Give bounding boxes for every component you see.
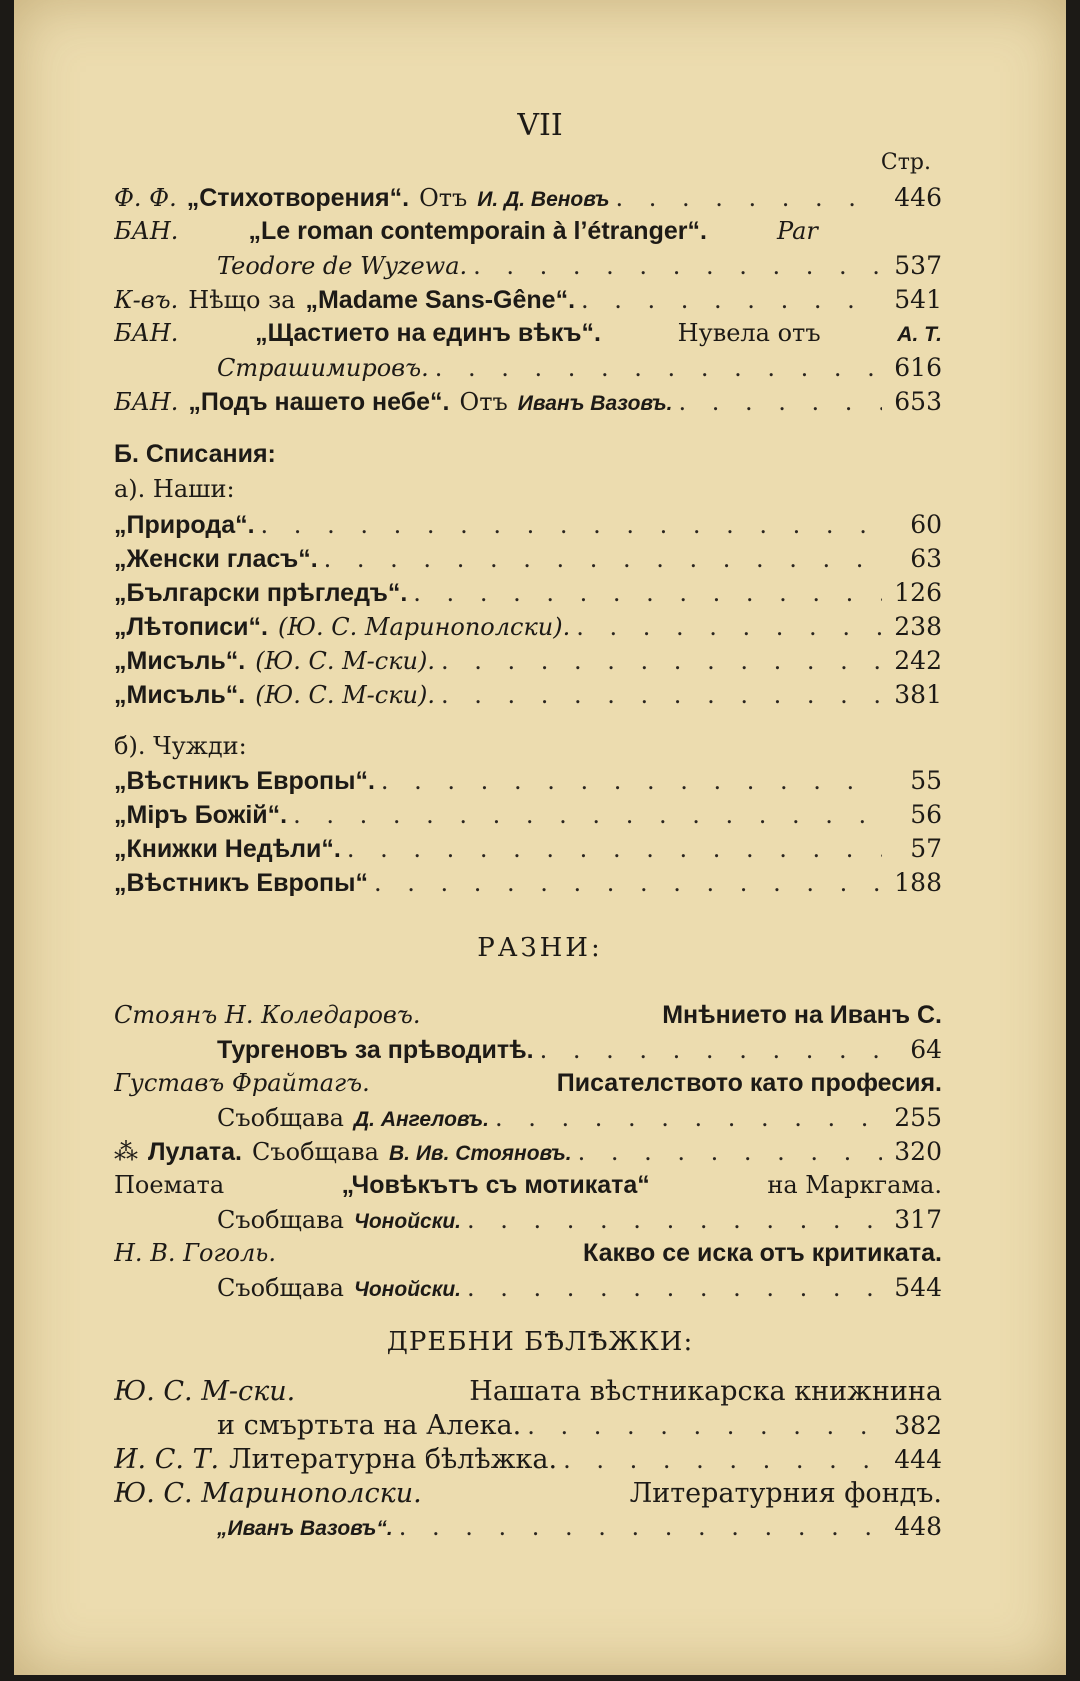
- journal-title: „Женски гласъ“.: [114, 545, 318, 573]
- entry-text: Съобщава: [217, 1104, 344, 1132]
- misc-entry[interactable]: [114, 1001, 942, 1035]
- page-ref: 55: [910, 766, 942, 795]
- toc-entry[interactable]: [114, 217, 942, 251]
- entry-author: Ю. С. М-ски.: [114, 1376, 296, 1407]
- page-ref: 381: [894, 680, 942, 709]
- entry-text: Поемата: [114, 1171, 225, 1199]
- page-ref: 544: [894, 1273, 942, 1302]
- misc-entry[interactable]: [114, 1069, 942, 1103]
- entry-author: БАН.: [114, 217, 179, 245]
- journal-title: „Мисъль“.: [114, 681, 246, 709]
- journal-title: „Книжки Недѣли“.: [114, 835, 341, 863]
- page-ref: 317: [894, 1205, 942, 1234]
- page-ref: 60: [910, 510, 942, 539]
- journals-heading: Б. Списания:: [114, 440, 276, 468]
- page-number: VII: [517, 108, 563, 143]
- entry-title: Тургеновъ за прѣводитѣ.: [217, 1036, 534, 1064]
- entry-text: Съобщава: [217, 1206, 344, 1234]
- entry-author: БАН.: [114, 319, 179, 347]
- leader-dots: [435, 354, 882, 382]
- entry-author-name: Иванъ Вазовъ.: [517, 392, 673, 415]
- page-ref: 64: [910, 1035, 942, 1064]
- toc-entry[interactable]: [114, 319, 942, 353]
- entry-author-name: Чонойски.: [353, 1210, 462, 1233]
- entry-title: Литературния фондъ.: [629, 1478, 942, 1509]
- entry-text: Съобщава: [252, 1138, 379, 1166]
- entry-text: Отъ: [419, 184, 468, 212]
- journal-entry[interactable]: [114, 612, 942, 646]
- page-ref: 446: [894, 183, 942, 212]
- entry-text: Страшимировъ.: [217, 354, 429, 382]
- entry-title: „Стихотворения“.: [186, 184, 410, 212]
- leader-dots: [495, 1104, 882, 1132]
- toc-entry-continuation[interactable]: [217, 251, 942, 285]
- entry-author-name: И. Д. Веновъ: [477, 188, 610, 211]
- page-ref: 242: [894, 646, 942, 675]
- journal-note: (Ю. С. М-ски).: [255, 681, 435, 709]
- journal-entry[interactable]: [114, 510, 942, 544]
- asterism-mark: ⁂: [114, 1138, 138, 1166]
- entry-title: Писателството като професия.: [556, 1069, 942, 1097]
- journal-entry[interactable]: [114, 868, 942, 902]
- page-ref: 382: [894, 1411, 942, 1440]
- entry-author: Стоянъ Н. Коледаровъ.: [114, 1001, 421, 1029]
- journal-entry[interactable]: [114, 544, 942, 578]
- entry-author: Н. В. Гоголь.: [114, 1239, 276, 1267]
- page-ref: 238: [894, 612, 942, 641]
- toc-entry[interactable]: [114, 183, 942, 217]
- entry-text: на Маркгама.: [767, 1171, 942, 1199]
- leader-dots: [441, 647, 882, 675]
- leader-dots: [578, 1138, 882, 1166]
- entry-author: Ф. Ф.: [114, 184, 177, 212]
- journal-entry[interactable]: [114, 680, 942, 714]
- entry-author: Ю. С. Маринополски.: [114, 1478, 422, 1509]
- notes-entry-continuation[interactable]: [217, 1512, 942, 1546]
- page-ref: 63: [910, 544, 942, 573]
- entry-author-name: В. Ив. Стояновъ.: [388, 1142, 572, 1165]
- leader-dots: [563, 1446, 882, 1474]
- misc-entry[interactable]: [114, 1239, 942, 1273]
- entry-title: Какво се иска отъ критиката.: [583, 1239, 942, 1267]
- journal-note: (Ю. С. Маринополски).: [277, 613, 571, 641]
- journal-title: „Лѣтописи“.: [114, 613, 268, 641]
- entry-author: К-въ.: [114, 286, 179, 314]
- ours-heading: а). Наши:: [114, 475, 235, 503]
- journal-entry[interactable]: [114, 766, 942, 800]
- entry-title: „Madame Sans-Gêne“.: [305, 286, 576, 314]
- leader-dots: [467, 1206, 882, 1234]
- notes-entry-continuation[interactable]: [217, 1410, 942, 1444]
- journal-title: „Вѣстникъ Европы“.: [114, 767, 375, 795]
- foreign-heading: б). Чужди:: [114, 732, 247, 760]
- page-ref: 126: [894, 578, 942, 607]
- journal-note: (Ю. С. М-ски).: [255, 647, 435, 675]
- entry-text: Par: [777, 217, 818, 245]
- entry-title: „Le roman contemporain à l’étranger“.: [248, 217, 707, 245]
- leader-dots: [576, 613, 882, 641]
- page-ref: 448: [894, 1512, 942, 1541]
- page-ref: 57: [910, 834, 942, 863]
- notes-entry[interactable]: [114, 1376, 942, 1410]
- leader-dots: [347, 835, 882, 863]
- leader-dots: [615, 184, 882, 212]
- journal-title: „Български прѣгледъ“.: [114, 579, 408, 607]
- page-ref: 653: [894, 387, 942, 416]
- entry-text: Нувела отъ: [677, 319, 821, 347]
- misc-entry[interactable]: [114, 1171, 942, 1205]
- entry-title: „Подъ нашето небе“.: [188, 388, 450, 416]
- journal-title: „Природа“.: [114, 511, 255, 539]
- journal-title: „Вѣстникъ Европы“: [114, 869, 368, 897]
- leader-dots: [381, 767, 882, 795]
- page-ref: 537: [894, 251, 942, 280]
- entry-author-name: Чонойски.: [353, 1278, 462, 1301]
- entry-text: Нѣщо за: [188, 286, 296, 314]
- leader-dots: [324, 545, 882, 573]
- journal-title: „Міръ Божій“.: [114, 801, 288, 829]
- leader-dots: [441, 681, 882, 709]
- page-ref: 320: [894, 1137, 942, 1166]
- leader-dots: [413, 579, 882, 607]
- entry-title: „Щастието на единъ вѣкъ“.: [255, 319, 601, 347]
- misc-heading: РАЗНИ:: [477, 933, 603, 963]
- leader-dots: [374, 869, 882, 897]
- page-ref: 56: [910, 800, 942, 829]
- leader-dots: [527, 1412, 882, 1440]
- toc-entry[interactable]: [114, 285, 942, 319]
- page-ref: 255: [894, 1103, 942, 1132]
- leader-dots: [473, 252, 882, 280]
- entry-author: И. С. Т.: [114, 1444, 220, 1475]
- misc-entry-continuation[interactable]: [217, 1035, 942, 1069]
- leader-dots: [293, 801, 882, 829]
- journal-entry[interactable]: [114, 834, 942, 868]
- notes-entry[interactable]: [114, 1444, 942, 1478]
- entry-author: Густавъ Фрайтагъ.: [114, 1069, 370, 1097]
- leader-dots: [540, 1036, 882, 1064]
- misc-entry[interactable]: [114, 1137, 942, 1171]
- page-ref: 616: [894, 353, 942, 382]
- misc-entry-continuation[interactable]: [217, 1205, 942, 1239]
- entry-title: Литературна бѣлѣжка.: [229, 1444, 558, 1475]
- journal-title: „Мисъль“.: [114, 647, 246, 675]
- leader-dots: [399, 1513, 882, 1541]
- entry-text: Отъ: [459, 388, 508, 416]
- entry-title: „Иванъ Вазовъ“.: [217, 1517, 393, 1540]
- leader-dots: [467, 1274, 882, 1302]
- entry-title: „Човѣкътъ съ мотиката“: [341, 1171, 650, 1199]
- journal-entry[interactable]: [114, 646, 942, 680]
- toc-entry[interactable]: [114, 387, 942, 421]
- leader-dots: [261, 511, 882, 539]
- entry-text: Съобщава: [217, 1274, 344, 1302]
- book-page: [14, 0, 1066, 1675]
- misc-entry-continuation[interactable]: [217, 1103, 942, 1137]
- entry-title: Мнѣнието на Иванъ С.: [662, 1001, 942, 1029]
- page-ref: 541: [894, 285, 942, 314]
- leader-dots: [678, 388, 882, 416]
- page-ref: 444: [894, 1445, 942, 1474]
- journal-entry[interactable]: [114, 800, 942, 834]
- toc-entry-continuation[interactable]: [217, 353, 942, 387]
- notes-heading: ДРЕБНИ БѢЛѢЖКИ:: [386, 1327, 694, 1357]
- entry-author-name: Д. Ангеловъ.: [353, 1108, 489, 1131]
- notes-entry[interactable]: [114, 1478, 942, 1512]
- misc-entry-continuation[interactable]: [217, 1273, 942, 1307]
- leader-dots: [581, 286, 882, 314]
- entry-author: БАН.: [114, 388, 179, 416]
- entry-title: и смъртьта на Алека.: [217, 1410, 522, 1441]
- entry-author-name: А. Т.: [897, 323, 942, 346]
- entry-text: Teodore de Wyzewa.: [217, 252, 468, 280]
- column-header: Стр.: [880, 150, 931, 175]
- entry-title: Нашата вѣстникарска книжнина: [469, 1376, 942, 1407]
- page-ref: 188: [894, 868, 942, 897]
- entry-title: Лулата.: [148, 1138, 242, 1166]
- journal-entry[interactable]: [114, 578, 942, 612]
